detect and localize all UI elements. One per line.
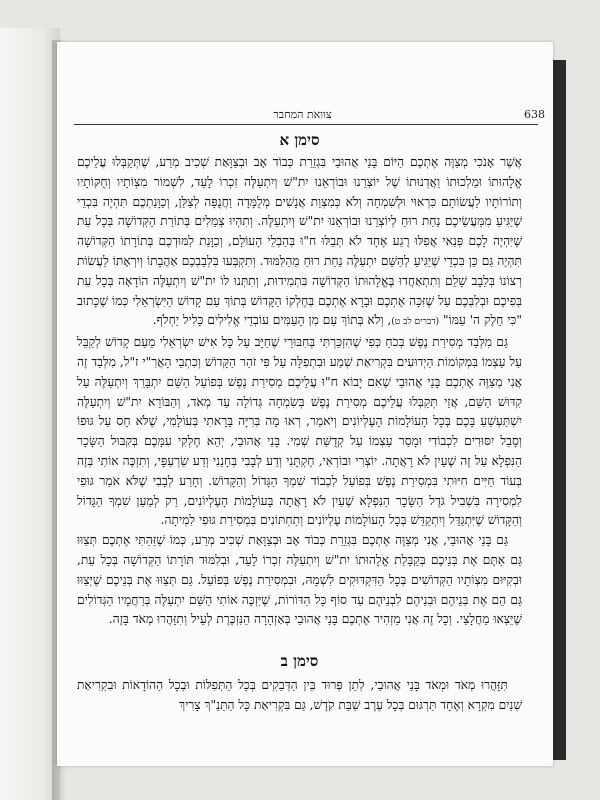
section-2-body <box>77 676 522 716</box>
running-title: צוואת המחבר <box>273 108 332 121</box>
book-cover-edge <box>552 60 566 760</box>
header-rule <box>74 124 538 125</box>
section-1-paragraph-3: גַּם בָּנַי אֲהוּבַי, אֲנִי מְצַוֶּה אֶתְכֶם בִּגְזֵרַת כְּבוֹד אָב וּבְצַוָּאַת שְׁכִיב מְרַע, כְּמוֹ שֶׁזֵּהַתִּי אֶתְכֶם תְּצַוּוּ גַּם אַתֶּם אֶת בְּנֵיכֶם בְּקַבָּלַת אֱלָהוּתוֹ יִת"שׁ וְיִתְעַלֶּה זִכְרוֹ לָעַד, וּבְלִמּוּד תּוֹרָתוֹ הַקְּדוֹשָׁה בְּכָל עֵת, וּבְקִיּוּם מִצְוֹתָיו הַקְּדוֹשִׁים בְּכָל הַדִּקְדּוּקִים לִשְׁמָהּ, וּבִמְסִירַת נֶפֶשׁ בְּפוֹעַל. גַּם תְּצַוּוּ אֶת בְּנֵיכֶם שֶׁיְּצַוּוּ גַּם הֵם אֶת בְּנֵיהֶם וּבְנֵיהֶם לִבְנֵיהֶם עַד סוֹף כָּל הַדּוֹרוֹת, שֶׁיִּזְכֶּה אוֹתִי הַשֵּׁם יִתְעַלֶּה בְּרַחֲמָיו הַגְּדוֹלִים שֶׁיֵּצְאוּ מֵחֲלָצַי. וְכָל זֶה אֲנִי מַזְהִיר אֶתְכֶם בָּנַי אֲהוּבַי בְּאַזְהָרָה הַנִּזְכֶּרֶת לְעֵיל וְתִזָּהֲרוּ מְאֹד בָּזֶה. <box>77 533 522 627</box>
source-reference: (דברים לב ט) <box>391 317 440 328</box>
section-2-paragraph-1: תִּזָּהֲרוּ מְאֹד וּמְאֹד בָּנַי אֲהוּבַי, לְתַן פְּרוּד בֵּין הַדְּבֵקִים בְּכָל הַתְּפִלּוֹת וּבְכָל הַהוֹדָאוֹת וּבִקְרִיאַת שְׁנַיִם מִקְרָא וְאֶחָד תַּרְגּוּם בְּכָל עֶרֶב שַׁבַּת קֹדֶשׁ, גַּם בִּקְרִיאַת כָּל הַתַּנַ"ךְ צָרִיךְ <box>77 678 522 712</box>
running-head <box>60 108 545 128</box>
section-1-paragraph-1 <box>77 153 522 333</box>
section-1-body <box>77 153 522 630</box>
paragraph-text: אֲשֶׁר אָנֹכִי מְצַוֶּה אֶתְכֶם הַיּוֹם בָּנַי אֲהוּבַי בִּגְזֵרַת כְּבוֹד אָב וּבְצַוָּאַת שְׁכִיב מְרַע, שֶׁתְּקַבְּלוּ עֲלֵיכֶם אֱלָהוּתוֹ וּמַלְכוּתוֹ וַאֲדְנוּתוֹ שֶׁל יוֹצְרֵנוּ וּבוֹרְאֵנוּ יִת"שׁ וְיִתְעַלֶּה זִכְרוֹ לָעַד, לִשְׁמוֹר מִצְוֹתָיו וְחֻקּוֹתָיו וְתוֹרוֹתָיו לַעֲשׂוֹתָם כִּרְאוּי וּלְשִׁמְחָה וְלֹא כְּמִצְוַת אֲנָשִׁים מְלֻמָּדָה וַחֲנֻפָּה לְצַלַּן, וְכַוָּנַתְכֶם תִּהְיֶה בִּכְדֵי שֶׁיַּגִּיעַ מִמַּעֲשֵׂיכֶם נַחַת רוּחַ לְיוֹצְרֵנוּ וּבוֹרְאֵנוּ יִת"שׁ וְיִתְעַלֶּה. וְתִהְיוּ צְמֵלִים בְּתוֹרַת הַקְּדוֹשָׁה בְּכָל עֵת שֶׁיִּהְיֶה לָכֶם פְּנַאי אֲפִלּוּ רֶגַע אֶחָד לֹא תְּבַלּוּ ח"וּ בְּהַבְלֵי הָעוֹלָם, וְכַוָּנַת לִמּוּדְכֶם בְּתוֹרָתוֹ הַקְּדוֹשָׁה תִּהְיֶה גַּם כֵּן בִּכְדֵי שֶׁיַּגִּיעַ לְהַשֵּׁם יִתְעַלֶּה נַחַת רוּחַ מֵהַלִּמּוּד. וְתִקְבְּעוּ בִּלְבַבְכֶם אַהֲבָתוֹ וְיִרְאָתוֹ לַעֲשׂוֹת רְצוֹנוֹ בְּלֵבָב שָׁלֵם וְתִתְאַחֲדוּ בֶּאֱלָהוּתוֹ הַקְּדוֹשָׁה בִּתְמִידוּת, וְתִתְּנוּ לוֹ יִת"שׁ וְיִתְעַלֶּה הוֹדָאָה בְּכָל עֵת בְּפִיכֶם וּבְלִבְּכֶם עַל שֶׁזִּכָּה אֶתְכֶם וּבָרָא אֶתְכֶם בְּחֶלְקוֹ הַקָּדוֹשׁ בְּתוֹךְ עַם קָדוֹשׁ הַיִּשְׂרְאֵלִי כְּמוֹ שֶׁכָּתוּב "כִּי חֵלֶק ה' עַמּוֹ" <box>77 155 522 328</box>
section-heading-1: סימן א <box>279 131 320 149</box>
section-1-paragraph-2: גַּם מִלְּבַד מְסִירַת נֶפֶשׁ בְּכֹחַ כְּפִי שֶׁהִזְכַּרְתִּי בְּחִבּוּרַי שֶׁחַיָּב עַל כָּל אִישׁ יִשְׂרְאֵלִי מֵעַם קָדוֹשׁ לְקַבֵּל עַל עַצְמוֹ בִּמְקוֹמוֹת הַיְדוּעִים בִּקְרִיאַת שְׁמַע וּבִתְפִלָּה עַל פִּי זֹהַר הַקָּדוֹשׁ וְכִתְבֵי הָאֲרִ"י ז"ל, מִלְּבַד זֶה אֲנִי מְצַוֶּה אֶתְכֶם בָּנַי אֲהוּבַי שֶׁאִם יָבוֹא ח"וּ עֲלֵיכֶם מְסִירַת נֶפֶשׁ בְּפוֹעַל הַשֵּׁם יִתְבָּרֵךְ וְיִתְעַלֶּה עַל קִדּוּשׁ הַשֵּׁם, אֲזַי תְּקַבְּלוּ עֲלֵיכֶם מְסִירַת נֶפֶשׁ בְּשִׂמְחָה גְּדוֹלָה עַד מְאֹד, וְהַבּוֹרֵא יִת"שׁ וְיִתְעַלֶּה יִשְׁתַּעְשֵׁעַ בָּכֶם בְּכָל הָעוֹלָמוֹת הָעֶלְיוֹנִים וְיֹאמַר, רְאוּ מָה בְּרִיָּה בָּרָאתִי בְּעוֹלָמִי, שֶׁלֹּא חָס עַל גּוּפוֹ וְסָבַל יִסּוּרִים לִכְבוֹדִי וּמָסַר עַצְמוֹ עַל קְדֻשַּׁת שְׁמִי. בָּנַי אֲהוּבַי, יְהֵא חֶלְקִי עִמָּכֶם בְּקִבּוּל הַשָּׂכָר הַנִּפְלָא עַל זֶה שֶׁעַיִן לֹא רָאֲתָה. יוֹצְרִי וּבוֹרְאִי, חֶקְתָּנִי וְדַע לְבָבִי בְּחָנֵנִי וְדַע שַׂרְעַפָּי, וְתִזְכֶּה אוֹתִי בְּזֶה בְּעוֹד חַיִּים חִיּוּתִי בִּמְסִירַת נֶפֶשׁ בְּפוֹעַל לִכְבוֹד שִׁמְךָ הַגָּדוֹל וְהַקָּדוֹשׁ. וְחָרַע לְבָבִי שֶׁלֹּא אֹמַר גּוּפִי לִמְסִירָה בִּשְׁבִיל גֹּדֶל הַשָּׂכָר הַנִּפְלָא שֶׁעַיִן לֹא רָאֲתָה בָּעוֹלָמוֹת הָעֶלְיוֹנִים, רַק לְמַעַן שִׁמְךָ הַגָּדוֹל וְהַקָּדוֹשׁ שֶׁיִּתְגַּדֵּל וְיִתְקַדֵּשׁ בְּכָל הָעוֹלָמוֹת עֶלְיוֹנִים וְתַחְתּוֹנִים בִּמְסִירַת גּוּפִי לִמְיתָה. <box>77 335 522 528</box>
left-page-edge <box>0 28 60 800</box>
page-number: 638 <box>524 108 545 121</box>
paragraph-text-end: , וְלֹא בְּתוֹךְ עַם מִן הָעַמִּים עוֹבְדֵי אֱלִילִים כָּלִיל יַחְלֹף. <box>152 313 392 328</box>
section-heading-2: סימן ב <box>280 652 319 670</box>
